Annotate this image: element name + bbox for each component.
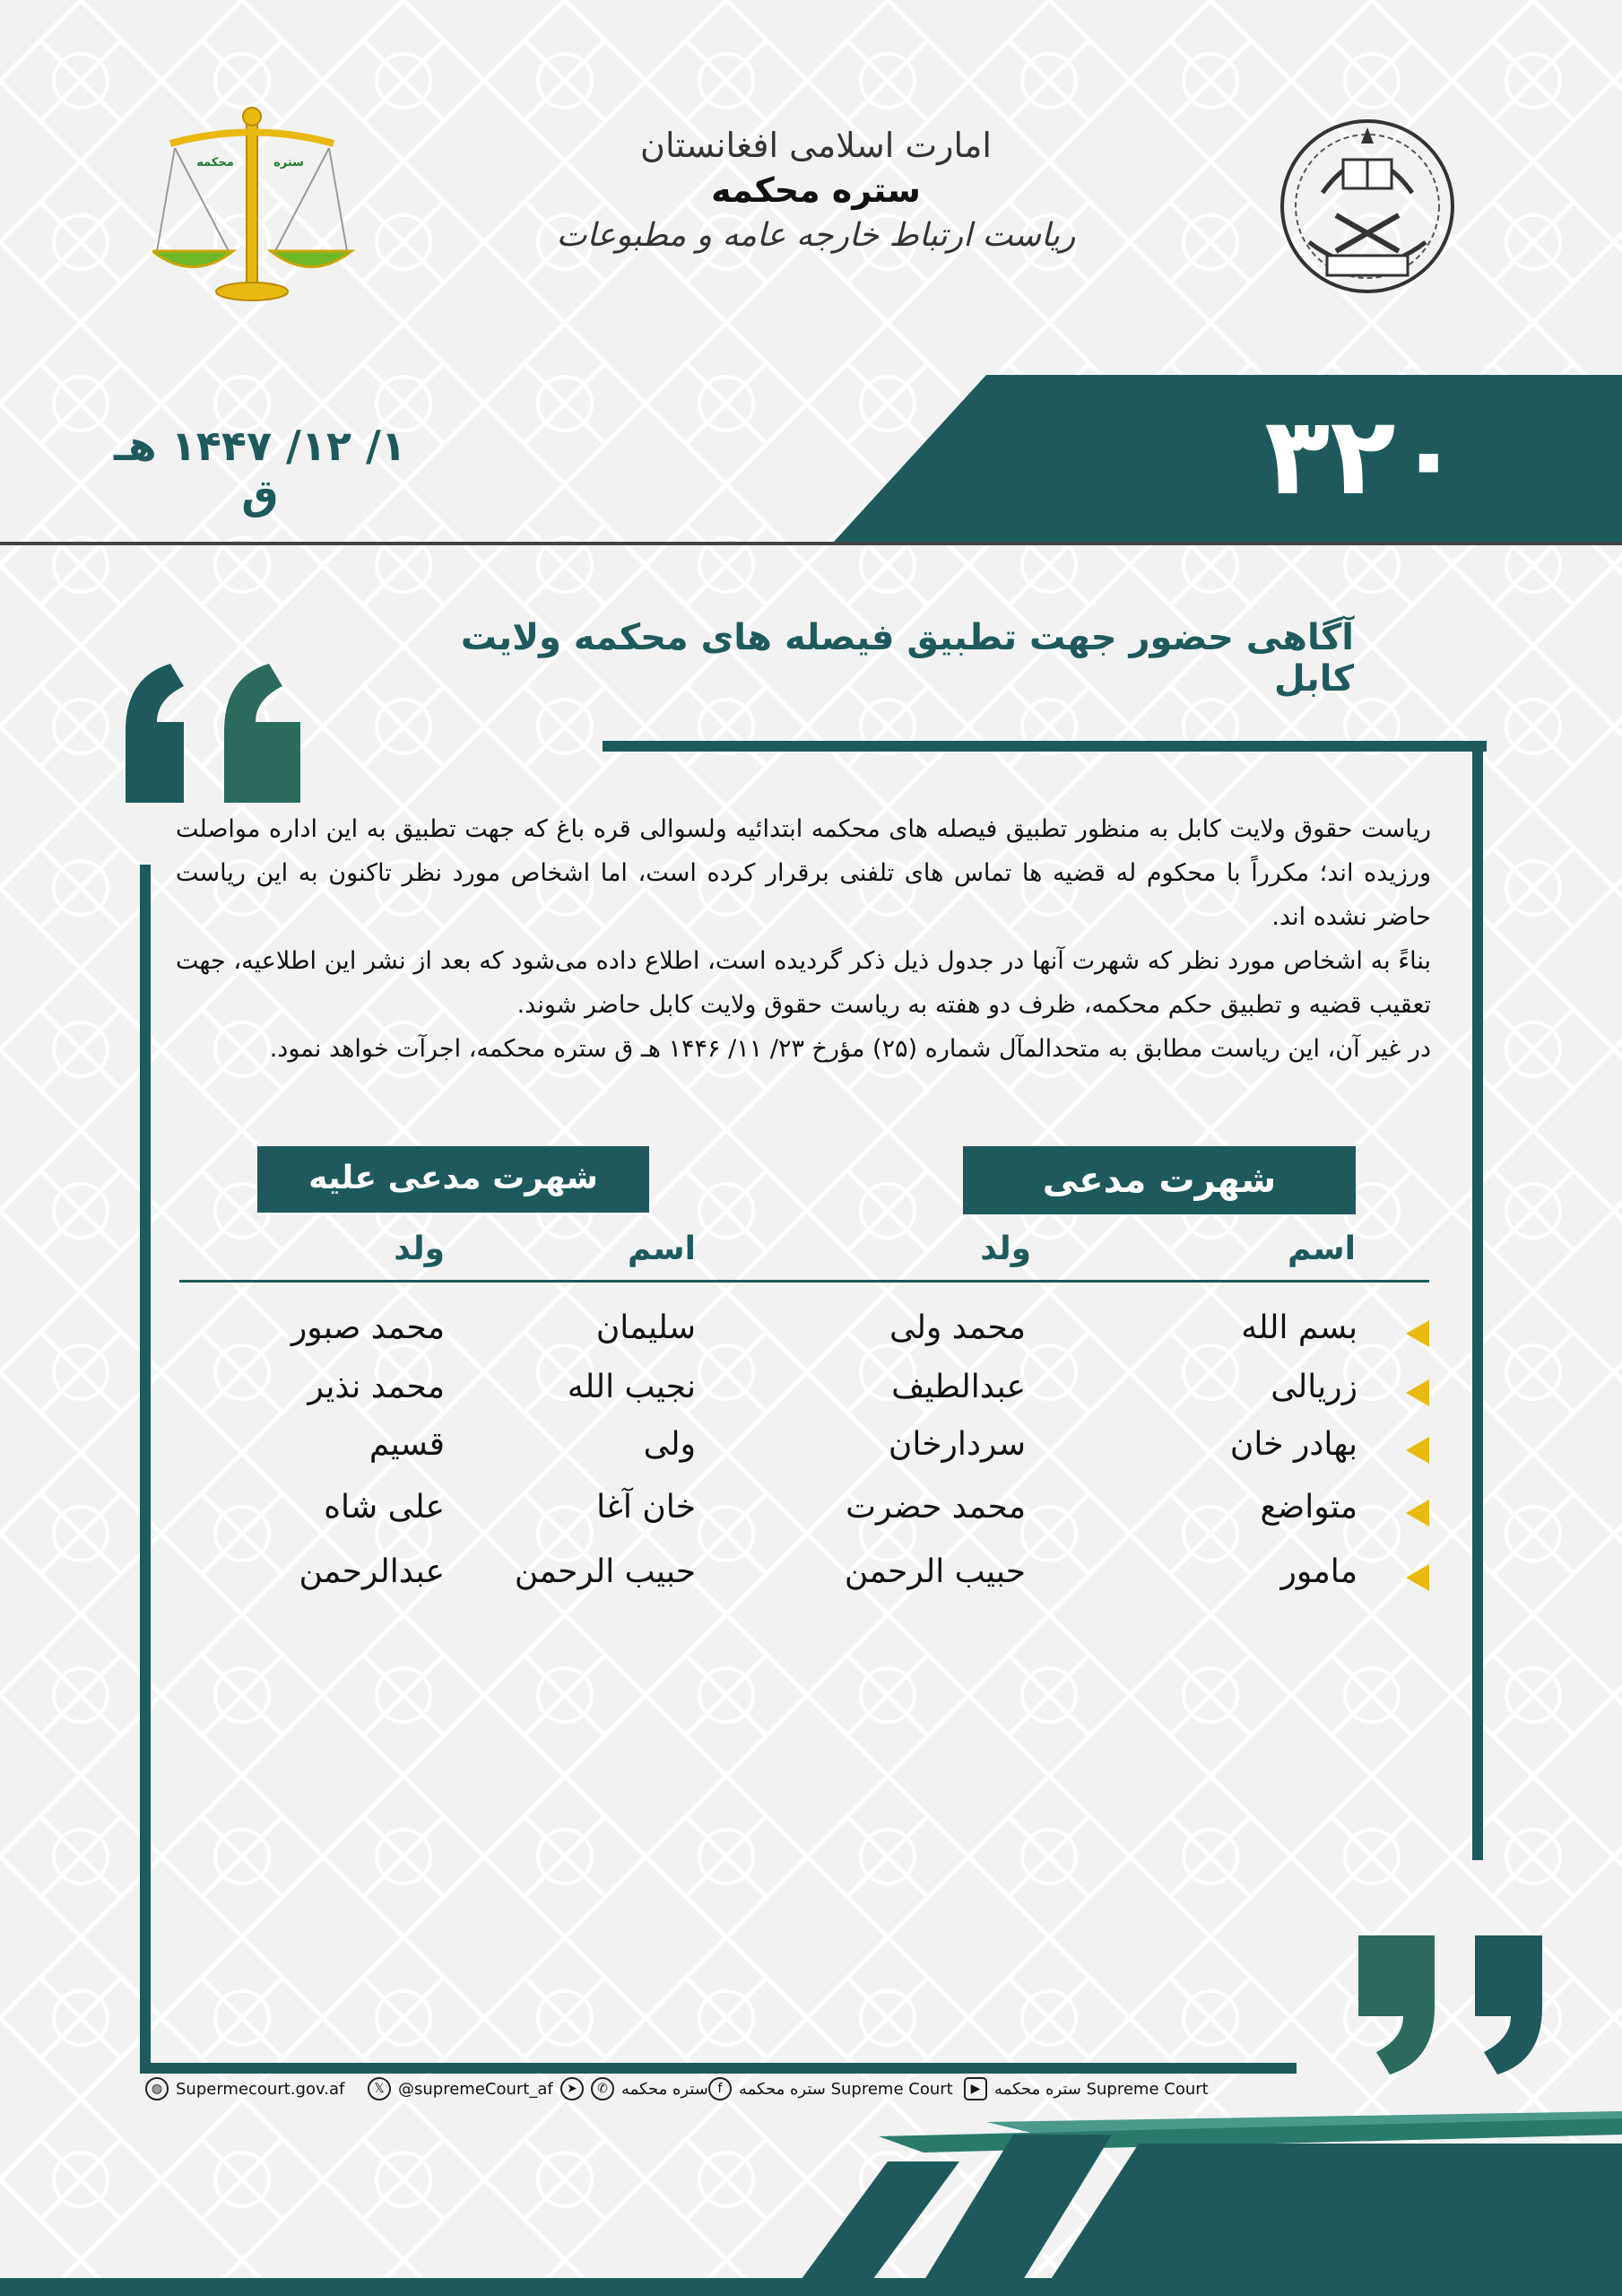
issue-number: ۳۲۰: [1264, 395, 1462, 519]
frame-right: [1472, 741, 1483, 1860]
announcement-body: [176, 807, 1431, 1071]
defendant-name: نجیب الله: [567, 1369, 696, 1405]
defendant-father-column-header: ولد: [394, 1231, 445, 1267]
defendant-name: سلیمان: [595, 1309, 696, 1346]
table-header-divider: [179, 1280, 1429, 1283]
x-handle: @supremeCourt_af: [398, 2079, 553, 2099]
emblem-icon: [1264, 108, 1470, 305]
scales-of-justice-icon: [152, 103, 359, 309]
bullet-triangle-icon: [1406, 1379, 1429, 1406]
plaintiff-name: زریالی: [1271, 1369, 1357, 1405]
frame-bottom: [140, 2063, 1297, 2074]
frame-left: [140, 865, 151, 2074]
telegram-icon: ➤: [560, 2077, 584, 2100]
plaintiff-name: بهادر خان: [1229, 1426, 1357, 1463]
header-line-emirate: امارت اسلامی افغانستان: [640, 126, 992, 165]
header-line-supreme-court: ستره محکمه: [711, 170, 921, 210]
issue-date: ۱/ ۱۲/ ۱۴۴۷ هـ ق: [114, 422, 406, 518]
plaintiff-father-name: حبیب الرحمن: [844, 1553, 1026, 1590]
page-title: آگاهی حضور جهت تطبیق فیصله های محکمه ولایت کابل: [460, 617, 1354, 700]
youtube-label: ستره محکمه Supreme Court: [994, 2079, 1209, 2099]
plaintiff-father-name: سردارخان: [888, 1426, 1026, 1463]
header-text: [538, 126, 1094, 254]
frame-top: [603, 741, 1487, 752]
quote-open-icon: [117, 659, 314, 803]
whatsapp-icon: ✆: [591, 2077, 614, 2100]
plaintiff-name: متواضع: [1260, 1489, 1357, 1526]
footer-links: [134, 2075, 1255, 2102]
plaintiff-father-column-header: ولد: [980, 1231, 1031, 1267]
plaintiff-father-name: محمد ولی: [889, 1309, 1026, 1346]
website-label: Supermecourt.gov.af: [176, 2079, 345, 2099]
facebook-icon: f: [708, 2077, 732, 2100]
bullet-triangle-icon: [1406, 1500, 1429, 1526]
bullet-triangle-icon: [1406, 1564, 1429, 1591]
plaintiff-header: شهرت مدعی: [963, 1146, 1356, 1214]
defendant-header: شهرت مدعی علیه: [257, 1146, 649, 1213]
bullet-triangle-icon: [1406, 1437, 1429, 1464]
defendant-father-name: قسیم: [369, 1426, 445, 1463]
bullet-triangle-icon: [1406, 1320, 1429, 1347]
defendant-father-name: محمد صبور: [291, 1309, 445, 1346]
bottom-decorative-band: [0, 2108, 1622, 2296]
x-icon: 𝕏: [368, 2077, 391, 2100]
whatsapp-telegram-link[interactable]: [560, 2075, 708, 2102]
defendant-father-name: علی شاه: [324, 1489, 445, 1526]
body-paragraph-3: در غیر آن، این ریاست مطابق به متحدالمآل شماره (۲۵) مؤرخ ۲۳/ ۱۱/ ۱۴۴۶ هـ ق ستره محکمه، اجرآت خواهد نمود.: [269, 1035, 1431, 1063]
defendant-father-name: محمد نذیر: [308, 1369, 445, 1405]
defendant-name: ولی: [643, 1426, 696, 1463]
plaintiff-name: بسم الله: [1241, 1309, 1357, 1346]
globe-icon: ◍: [145, 2077, 169, 2100]
defendant-name: خان آغا: [596, 1489, 696, 1526]
scales-label-right: ستره: [273, 156, 304, 170]
defendant-name: حبیب الرحمن: [514, 1553, 696, 1590]
quote-close-icon: [1354, 1935, 1551, 2079]
youtube-link[interactable]: [964, 2075, 1209, 2102]
defendant-name-column-header: اسم: [628, 1231, 696, 1267]
x-link[interactable]: [368, 2075, 553, 2102]
plaintiff-father-name: محمد حضرت: [846, 1489, 1026, 1526]
plaintiff-name-column-header: اسم: [1288, 1231, 1356, 1267]
body-paragraph-1: ریاست حقوق ولایت کابل به منظور تطبیق فیصله های محکمه ابتدائیه ولسوالی قره باغ که جهت تطبیق به این اداره مواصلت ورزیده اند؛ مکرراً با محکوم له قضیه ها تماس های تلفنی برقرار کرده است، اما اشخاص مورد نظر تاکنون به این ریاست حاضر نشده اند.: [176, 815, 1431, 931]
website-link[interactable]: [145, 2075, 344, 2102]
header-divider: [0, 542, 1622, 545]
defendant-father-name: عبدالرحمن: [299, 1553, 445, 1590]
plaintiff-father-name: عبدالطیف: [891, 1369, 1026, 1405]
plaintiff-name: مامور: [1280, 1553, 1357, 1590]
facebook-label: ستره محکمه Supreme Court: [739, 2079, 953, 2099]
facebook-link[interactable]: [708, 2075, 953, 2102]
header-line-department: ریاست ارتباط خارجه عامه و مطبوعات: [556, 217, 1076, 254]
body-paragraph-2: بناءً به اشخاص مورد نظر که شهرت آنها در جدول ذیل ذکر گردیده است، اطلاع داده می‌شود که بعد از نشر این اطلاعیه، جهت تعقیب قضیه و تطبیق حکم محکمه، ظرف دو هفته به ریاست حقوق ولایت کابل حاضر شوند.: [176, 947, 1431, 1019]
scales-label-left: محکمه: [196, 156, 234, 170]
youtube-icon: ▶: [964, 2077, 987, 2100]
whatsapp-telegram-label: ستره محکمه: [621, 2079, 708, 2099]
